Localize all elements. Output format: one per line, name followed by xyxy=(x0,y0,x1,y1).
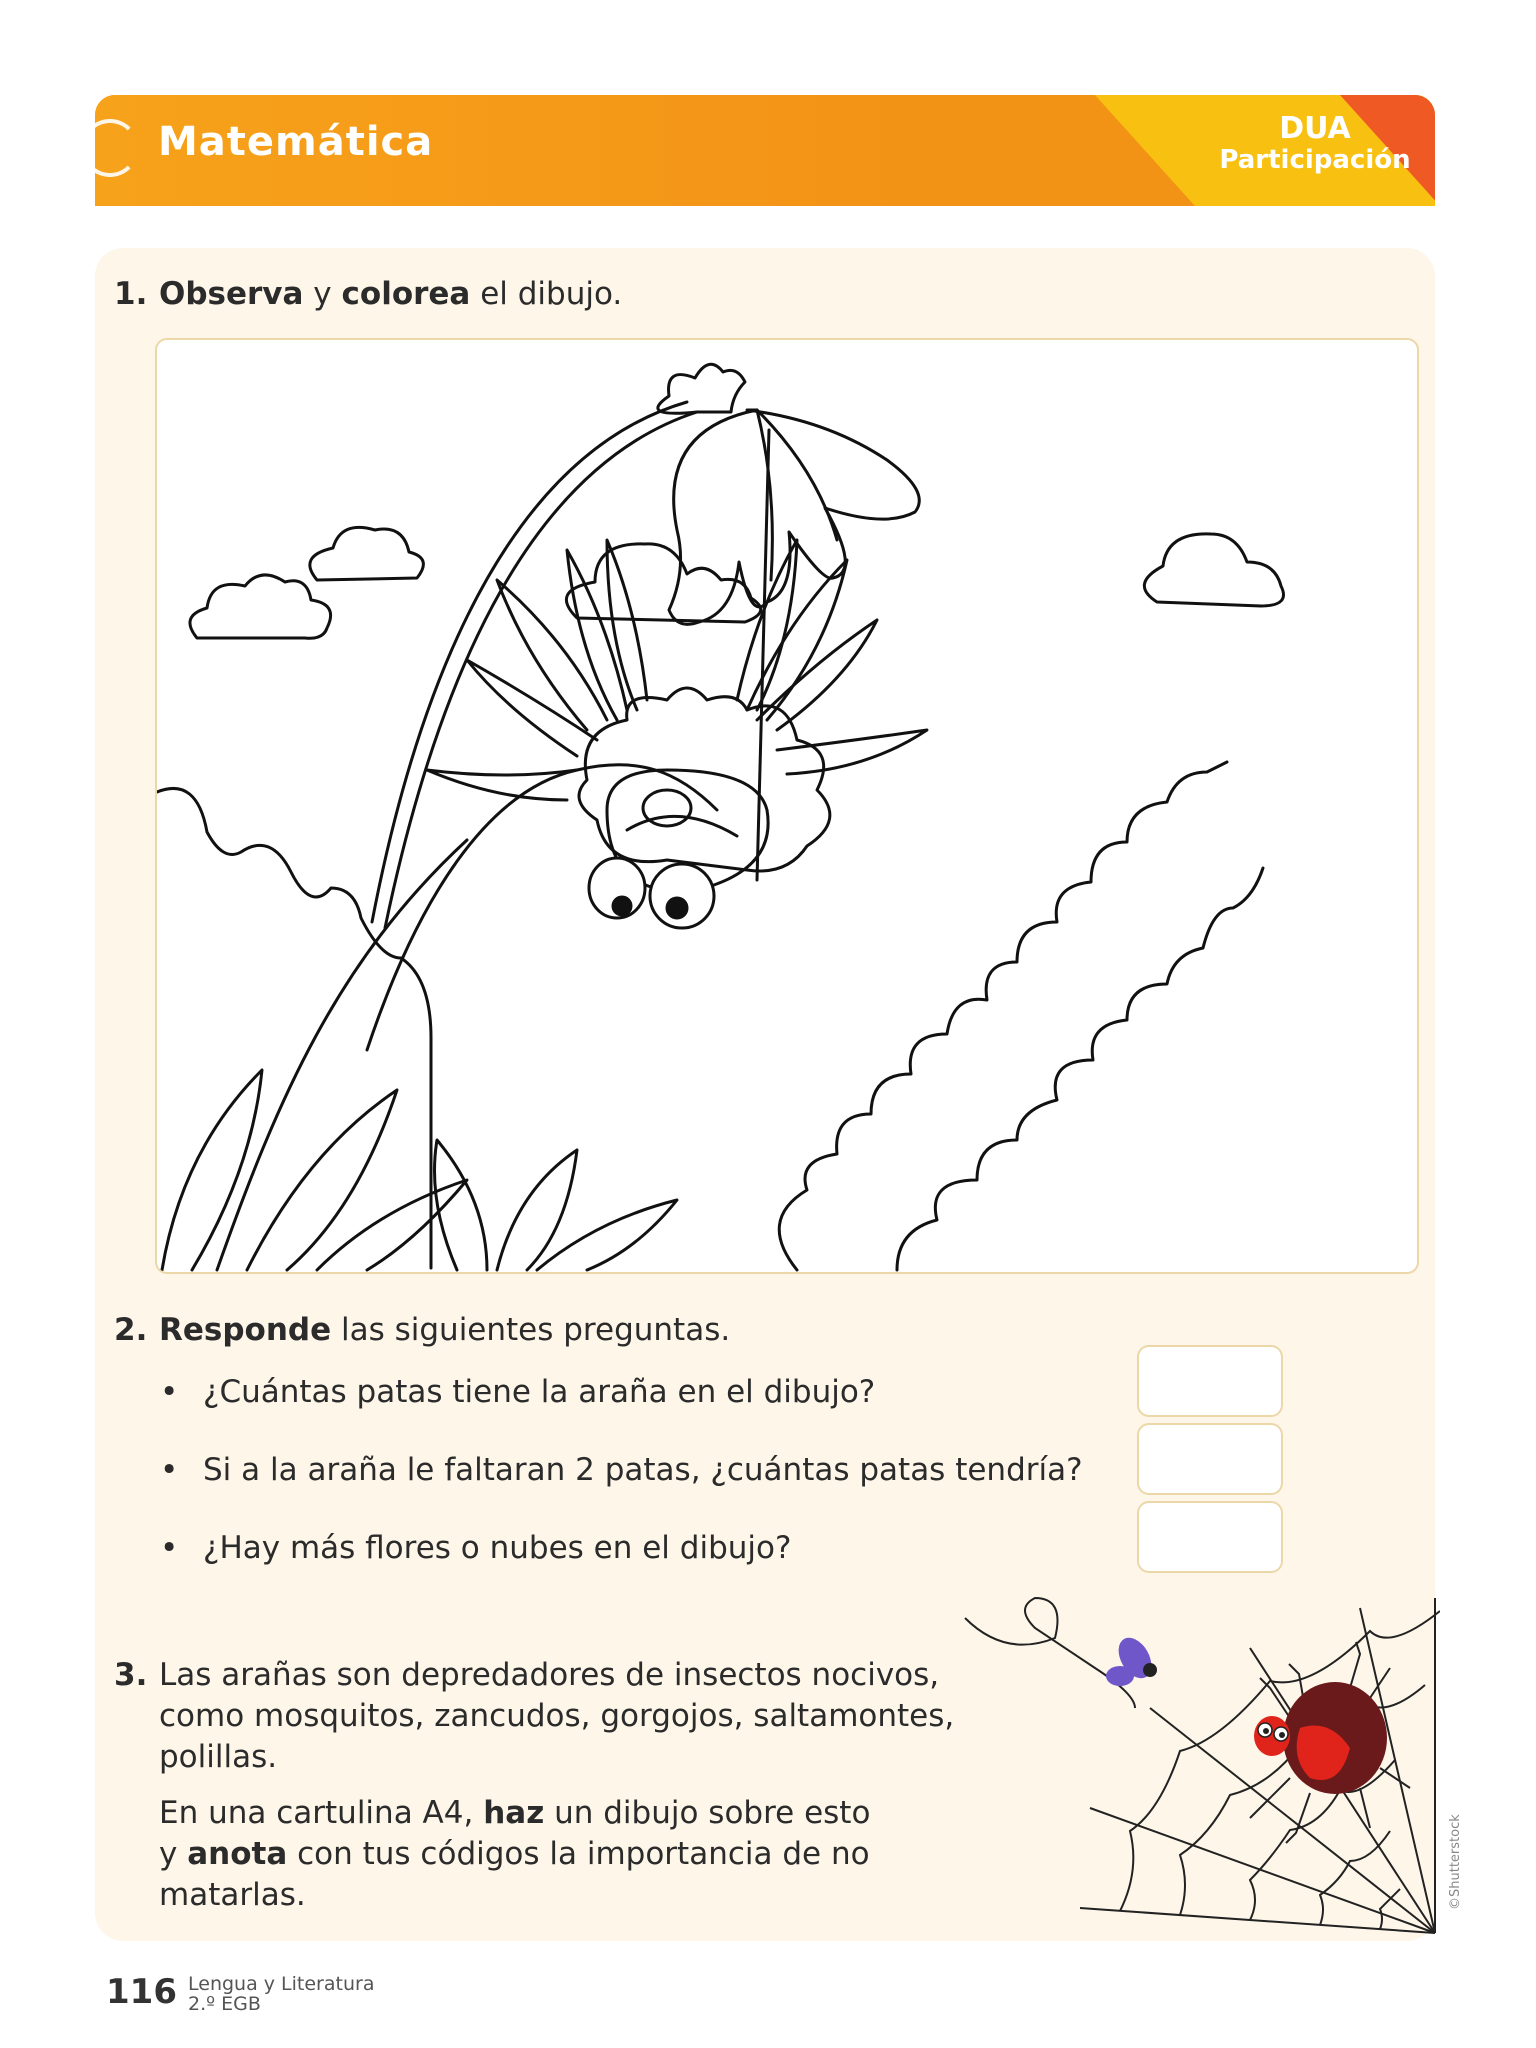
paragraph-line: matarlas. xyxy=(159,1877,306,1913)
ladybug-spider-icon xyxy=(1254,1682,1387,1794)
section-header-banner xyxy=(95,95,1435,206)
image-credit: ©Shutterstock xyxy=(1448,1814,1463,1910)
paragraph-line xyxy=(159,1793,954,1834)
spider-leg xyxy=(467,660,597,756)
coloring-drawing[interactable] xyxy=(155,338,1419,1274)
cloud-4 xyxy=(1144,534,1283,606)
dua-badge-subtitle: Participación xyxy=(1219,145,1411,175)
footer-subject xyxy=(188,1974,374,2014)
cloud-1 xyxy=(190,575,331,638)
spider-leg xyxy=(427,770,577,800)
spider-leg xyxy=(567,550,627,720)
leaf xyxy=(435,1140,488,1270)
leaf xyxy=(247,1090,397,1270)
flower-stem xyxy=(372,402,687,922)
spider-body xyxy=(579,688,830,871)
spider-nose xyxy=(643,790,691,826)
instruction-verb: Responde xyxy=(159,1312,332,1348)
leaf xyxy=(537,1200,677,1270)
answer-box-2[interactable] xyxy=(1137,1423,1283,1495)
section-title: Matemática xyxy=(158,119,434,165)
instruction-text: las siguientes preguntas. xyxy=(340,1312,731,1348)
instruction-text: un dibujo sobre esto xyxy=(554,1795,871,1831)
fly-icon xyxy=(1106,1632,1158,1686)
dua-badge-title: DUA xyxy=(1279,111,1351,146)
instruction-verb: colorea xyxy=(341,276,471,312)
flower-petals xyxy=(669,410,919,624)
instruction-text: y xyxy=(313,276,332,312)
paragraph-line xyxy=(159,1834,954,1875)
grade-level: 2.º EGB xyxy=(188,1993,261,2015)
question-number: 1. xyxy=(114,276,148,312)
instruction-verb: Observa xyxy=(159,276,304,312)
answer-box-1[interactable] xyxy=(1137,1345,1283,1417)
instruction-text: y xyxy=(159,1836,178,1872)
bush-right-2 xyxy=(897,868,1263,1270)
question-2 xyxy=(114,1310,731,1351)
instruction-text: En una cartulina A4, xyxy=(159,1795,474,1831)
bullet-dot: • xyxy=(160,1374,179,1410)
question-text: ¿Hay más flores o nubes en el dibujo? xyxy=(203,1530,792,1566)
spider-eye-right xyxy=(650,864,714,928)
dua-badge xyxy=(1205,113,1425,175)
paragraph-line: Las arañas son depredadores de insectos nocivos, xyxy=(159,1657,940,1693)
question-text: ¿Cuántas patas tiene la araña en el dibujo? xyxy=(203,1374,876,1410)
leaf xyxy=(162,1070,262,1270)
spider-pupil-right xyxy=(667,898,687,918)
bullet-dot: • xyxy=(160,1452,179,1488)
instruction-text: con tus códigos la importancia de no xyxy=(297,1836,870,1872)
cloud-2 xyxy=(310,527,424,580)
bush-left xyxy=(157,788,431,1268)
page-number: 116 xyxy=(106,1972,177,2012)
spider-pupil-left xyxy=(613,897,631,915)
spider-leg xyxy=(757,620,877,730)
spider-leg xyxy=(777,730,927,774)
question-text: Si a la araña le faltaran 2 patas, ¿cuántas patas tendría? xyxy=(203,1452,1083,1488)
leaf xyxy=(317,1180,467,1270)
question-number: 2. xyxy=(114,1312,148,1348)
fly-trail xyxy=(965,1598,1135,1708)
question-1 xyxy=(114,274,623,315)
question-number: 3. xyxy=(114,1657,148,1693)
instruction-verb: anota xyxy=(187,1836,288,1872)
paragraph-line: polillas. xyxy=(159,1739,278,1775)
bush-right-1 xyxy=(779,762,1227,1270)
instruction-verb: haz xyxy=(483,1795,545,1831)
subject-name: Lengua y Literatura xyxy=(188,1973,375,1995)
question-3 xyxy=(114,1655,955,1916)
bullet-dot: • xyxy=(160,1530,179,1566)
spider-mouth xyxy=(627,816,737,836)
spider-web-illustration xyxy=(960,1578,1440,1938)
paragraph-line: como mosquitos, zancudos, gorgojos, saltamontes, xyxy=(159,1698,955,1734)
answer-box-3[interactable] xyxy=(1137,1501,1283,1573)
instruction-text: el dibujo. xyxy=(480,276,623,312)
spider-leg xyxy=(607,540,647,710)
leaf xyxy=(497,1150,577,1270)
